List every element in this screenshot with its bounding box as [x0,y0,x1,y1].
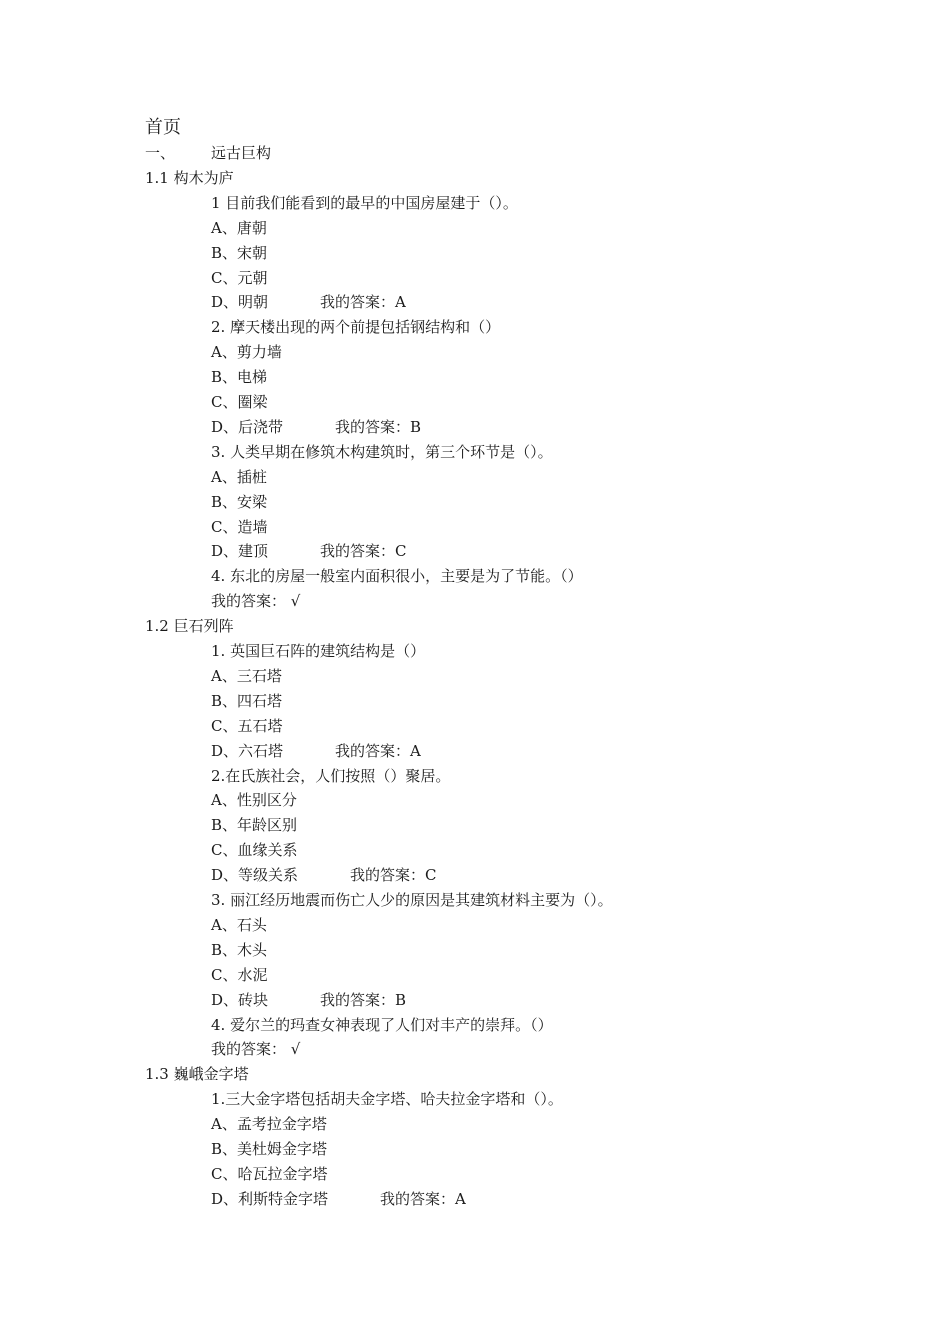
answer-option [211,1164,327,1184]
question-text: 2. 摩天楼出现的两个前提包括钢结构和（） [211,318,501,337]
option-text: C、造墙 [211,517,268,536]
answer-option [211,541,407,561]
my-answer: 我的答案： √ [211,592,301,611]
question-text: 1.三大金字塔包括胡夫金字塔、哈夫拉金字塔和（）。 [211,1090,563,1109]
answer-option [211,517,267,537]
option-text: C、哈瓦拉金字塔 [211,1164,328,1183]
answer-option [211,990,406,1010]
section-heading: 1.1 构木为庐 [145,168,234,187]
option-text: A、石头 [211,915,267,934]
option-text: C、元朝 [211,268,268,287]
option-text: A、剪力墙 [211,343,282,362]
answer-option [211,865,437,885]
question-text: 1 目前我们能看到的最早的中国房屋建于（）。 [211,193,518,212]
answer-option [211,417,421,437]
question-text: 4. 爱尔兰的玛查女神表现了人们对丰产的崇拜。（） [211,1015,553,1034]
answer-option [211,965,267,985]
option-text: D、建顶 [211,542,269,561]
answer-option [211,691,282,711]
option-text: D、明朝 [211,293,269,312]
answer-option [211,741,421,761]
answer-option [211,840,297,860]
answer-option [211,940,267,960]
option-text: B、美杜姆金字塔 [211,1140,328,1158]
my-answer: 我的答案：A [320,293,406,312]
my-answer: 我的答案：A [380,1189,466,1208]
answer-option [211,367,267,387]
section-heading: 1.3 巍峨金字塔 [145,1065,249,1084]
answer-option [211,1189,466,1209]
answer-option [211,1114,327,1134]
chapter-title: 远古巨构 [211,144,272,162]
answer-option [211,716,282,736]
question-text: 1. 英国巨石阵的建筑结构是（） [211,642,426,660]
answer-option [211,268,267,288]
option-text: B、电梯 [211,368,268,387]
option-text: B、年龄区别 [211,816,298,835]
question-text: 3. 丽江经历地震而伤亡人少的原因是其建筑材料主要为（）。 [211,891,613,909]
question-text: 4. 东北的房屋一般室内面积很小，主要是为了节能。（） [211,567,583,586]
option-text: D、利斯特金字塔 [211,1189,329,1208]
option-text: B、四石塔 [211,691,283,710]
answer-option [211,292,406,312]
page-title: 首页 [145,117,181,138]
option-text: A、唐朝 [211,218,267,237]
answer-option [211,492,267,512]
option-text: A、插桩 [211,467,267,486]
option-text: D、砖块 [211,990,269,1009]
option-text: C、水泥 [211,965,268,984]
option-text: A、三石塔 [211,666,282,685]
option-text: A、性别区分 [211,791,297,810]
option-text: B、宋朝 [211,243,268,262]
answer-option [211,1139,327,1159]
chapter-heading [145,143,272,163]
section-heading: 1.2 巨石列阵 [145,617,234,636]
answer-option [211,392,267,412]
option-text: C、五石塔 [211,716,283,735]
question-text: 3. 人类早期在修筑木构建筑时，第三个环节是（）。 [211,442,553,461]
my-answer: 我的答案：C [320,542,407,561]
my-answer: 我的答案：B [335,417,422,436]
answer-option [211,243,267,263]
option-text: B、木头 [211,940,268,959]
chapter-number: 一、 [145,144,176,162]
answer-option [211,790,297,810]
my-answer: 我的答案：A [335,741,421,760]
option-text: C、圈梁 [211,393,268,411]
option-text: A、孟考拉金字塔 [211,1115,327,1134]
option-text: D、六石塔 [211,741,284,760]
my-answer: 我的答案：B [320,990,407,1009]
question-text: 2.在氏族社会，人们按照（）聚居。 [211,766,451,785]
answer-option [211,915,267,935]
my-answer: 我的答案：C [350,866,437,885]
my-answer: 我的答案： √ [211,1040,301,1059]
answer-option [211,218,267,238]
option-text: D、等级关系 [211,866,299,885]
answer-option [211,342,282,362]
answer-option [211,815,297,835]
option-text: C、血缘关系 [211,841,298,860]
option-text: D、后浇带 [211,417,284,436]
option-text: B、安梁 [211,492,268,511]
answer-option [211,666,282,686]
answer-option [211,467,267,487]
